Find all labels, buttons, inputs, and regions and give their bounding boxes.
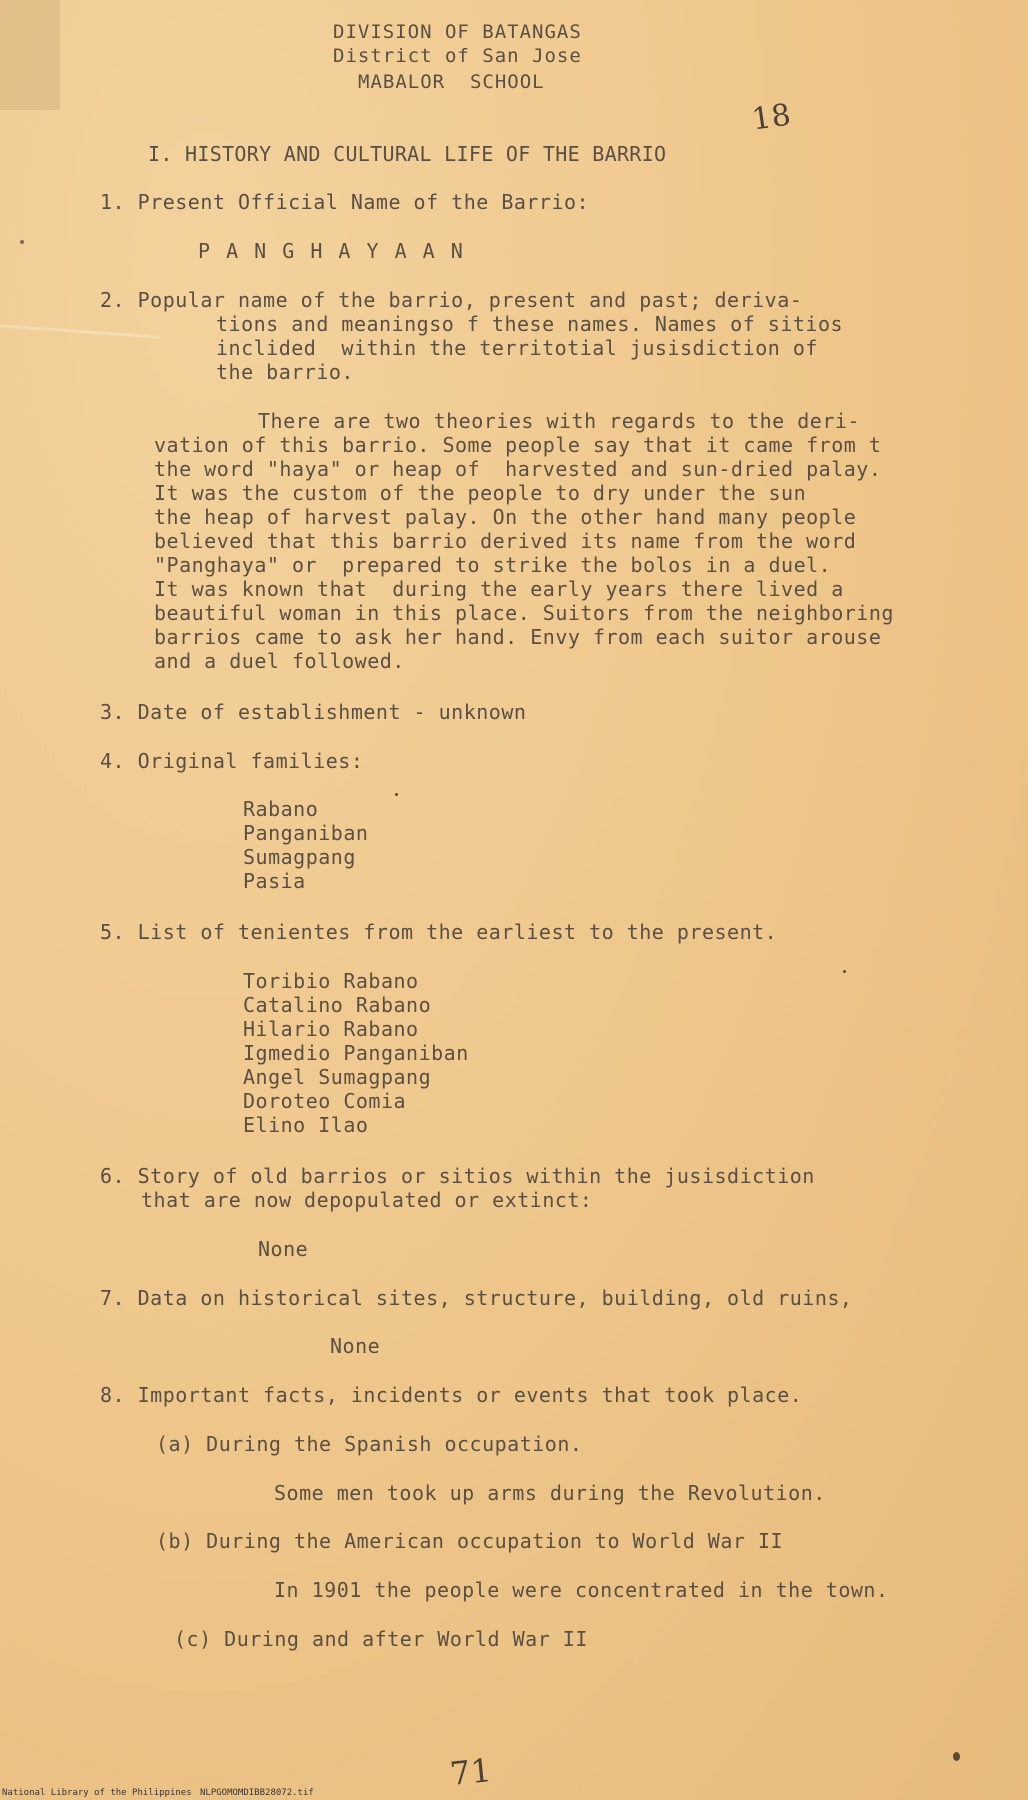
question-8c: (c) During and after World War II [174,1627,588,1651]
footer-file: NLPGOMOMDIBB28072.tif [200,1788,314,1798]
answer-2-line: and a duel followed. [154,649,405,673]
answer-8b: In 1901 the people were concentrated in the town. [274,1578,889,1602]
teniente-name: Igmedio Panganiban [243,1041,469,1065]
family-name: Rabano [243,797,319,821]
answer-2-line: It was the custom of the people to dry under the sun [154,481,807,505]
handwritten-page-mark: 18 [749,97,794,138]
answer-2-line: "Panghaya" or prepared to strike the bolos in a duel. [154,553,832,577]
teniente-name: Hilario Rabano [243,1017,419,1041]
paper-crease [0,0,60,110]
answer-1: P A N G H A Y A A N [198,239,465,263]
answer-2-line: vation of this barrio. Some people say that it came from t [154,433,882,457]
teniente-name: Doroteo Comia [243,1089,407,1113]
footer-library: National Library of the Philippines [2,1788,192,1798]
question-7: 7. Data on historical sites, structure, building, old ruins, [100,1286,853,1310]
answer-8a: Some men took up arms during the Revolution. [274,1481,826,1505]
question-8a: (a) During the Spanish occupation. [156,1432,583,1456]
ink-speck [843,970,846,973]
ink-speck [953,1752,960,1761]
teniente-name: Elino Ilao [243,1113,369,1137]
teniente-name: Catalino Rabano [243,993,432,1017]
header-division: DIVISION OF BATANGAS [333,21,582,43]
paper-crease [0,324,160,338]
question-1: 1. Present Official Name of the Barrio: [100,190,590,214]
family-name: Sumagpang [243,845,356,869]
answer-2-line: beautiful woman in this place. Suitors from the neighboring [154,601,894,625]
ink-speck [395,793,398,796]
family-name: Pasia [243,869,306,893]
question-6-line: that are now depopulated or extinct: [141,1188,593,1212]
family-name: Panganiban [243,821,369,845]
header-district: District of San Jose [333,45,582,67]
section-title: I. HISTORY AND CULTURAL LIFE OF THE BARRIO [148,142,667,166]
question-3: 3. Date of establishment - unknown [100,700,527,724]
question-6-line: 6. Story of old barrios or sitios within the jusisdiction [100,1164,815,1188]
answer-2-line: the heap of harvest palay. On the other hand many people [154,505,857,529]
header-school: MABALOR SCHOOL [358,71,545,93]
question-2-line: 2. Popular name of the barrio, present and past; deriva- [100,288,803,312]
answer-2-line: believed that this barrio derived its name from the word [154,529,857,553]
question-5: 5. List of tenientes from the earliest to the present. [100,920,778,944]
answer-2-line: barrios came to ask her hand. Envy from each suitor arouse [154,625,882,649]
answer-6: None [258,1237,309,1261]
answer-2-line: It was known that during the early years there lived a [154,577,844,601]
answer-7: None [330,1334,381,1358]
question-2-line: inclided within the territotial jusisdiction of [216,336,818,360]
teniente-name: Toribio Rabano [243,969,419,993]
question-2-line: tions and meaningso f these names. Names of sitios [216,312,844,336]
question-8: 8. Important facts, incidents or events that took place. [100,1383,803,1407]
answer-2-line: There are two theories with regards to the deri- [258,409,860,433]
question-8b: (b) During the American occupation to World War II [156,1529,784,1553]
teniente-name: Angel Sumagpang [243,1065,432,1089]
answer-2-line: the word "haya" or heap of harvested and sun-dried palay. [154,457,882,481]
question-4: 4. Original families: [100,749,364,773]
handwritten-page-number: 71 [448,1750,494,1794]
question-2-line: the barrio. [216,360,354,384]
ink-speck [20,240,24,244]
